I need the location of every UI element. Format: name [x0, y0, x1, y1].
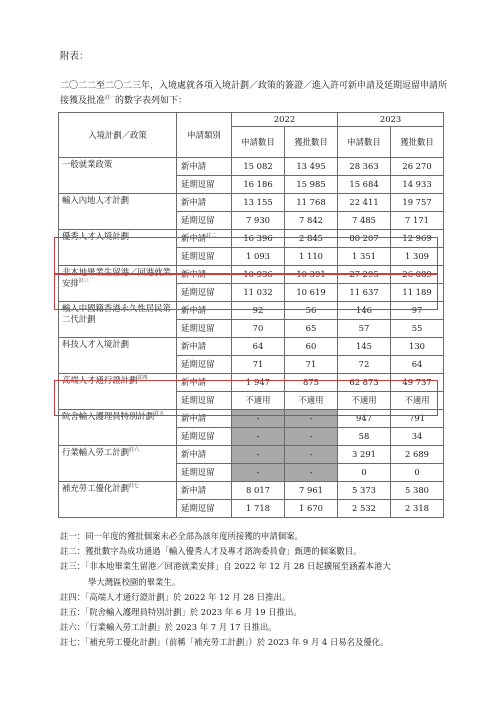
- value-cell: 7 930: [232, 212, 285, 230]
- value-cell: 27 295: [338, 266, 391, 284]
- value-cell: 2 318: [391, 500, 444, 518]
- application-type-label: 延期逗留: [181, 215, 215, 225]
- footnote: [60, 590, 460, 605]
- application-type-cell: [177, 482, 232, 500]
- application-type-label: 延期逗留: [181, 179, 215, 189]
- application-type-cell: [177, 320, 232, 338]
- value-cell: 875: [285, 374, 338, 392]
- value-cell: 不適用: [391, 392, 444, 410]
- value-cell: 13 155: [232, 194, 285, 212]
- intro-note-mark: 註一: [105, 95, 116, 101]
- value-cell: 1 110: [285, 248, 338, 266]
- header-approved-2023: 獲批數目: [391, 127, 444, 158]
- value-cell: 10 619: [285, 284, 338, 302]
- value-cell: 22 411: [338, 194, 391, 212]
- value-cell: 1 351: [338, 248, 391, 266]
- value-cell: 58: [338, 428, 391, 446]
- value-cell: 7 485: [338, 212, 391, 230]
- application-type-cell: [177, 446, 232, 464]
- value-cell: 60: [285, 338, 338, 356]
- footnote-label: 註三：: [60, 561, 86, 572]
- application-type-label: 延期逗留: [181, 395, 215, 405]
- value-cell: 15 082: [232, 158, 285, 176]
- application-type-label: 新申請: [181, 449, 207, 459]
- value-cell: 130: [391, 338, 444, 356]
- category-note-mark: 註五: [154, 411, 165, 418]
- value-cell: 57: [338, 320, 391, 338]
- value-cell: 10 391: [285, 266, 338, 284]
- value-cell: -: [232, 446, 285, 464]
- header-type: 申請類別: [177, 113, 232, 158]
- value-cell: 80 207: [338, 230, 391, 248]
- value-cell: 11 637: [338, 284, 391, 302]
- footnote-text: 「非本地畢業生留港／回港就業安排」自 2022 年 12 月 28 日起擴展至涵蓋本港大: [85, 561, 391, 572]
- highlight-box-talent-admission: [54, 237, 438, 274]
- category-cell: [59, 338, 177, 374]
- category-cell: [59, 194, 177, 230]
- value-cell: 7 842: [285, 212, 338, 230]
- footnote-text: 學大灣區校園的畢業生。: [88, 576, 181, 587]
- value-cell: 7 171: [391, 212, 444, 230]
- value-cell: 7 961: [285, 482, 338, 500]
- footnote-label: 註二：: [60, 546, 86, 557]
- value-cell: 26 270: [391, 158, 444, 176]
- category-label: 高端人才通行證計劃: [62, 375, 138, 385]
- category-cell: [59, 482, 177, 518]
- table-row: [59, 482, 444, 500]
- footnote-label: 註四：: [60, 591, 86, 602]
- value-cell: 2 845: [285, 230, 338, 248]
- value-cell: 56: [285, 302, 338, 320]
- value-cell: 64: [232, 338, 285, 356]
- category-label: 補充勞工優化計劃: [62, 483, 129, 493]
- application-type-label: 新申請: [181, 485, 207, 495]
- intro-text-end: 的數字表列如下：: [115, 96, 188, 106]
- footnote-label: 註五：: [60, 607, 86, 618]
- value-cell: 15 985: [285, 176, 338, 194]
- value-cell: 145: [338, 338, 391, 356]
- application-type-label: 新申請: [181, 341, 207, 351]
- value-cell: 0: [338, 464, 391, 482]
- value-cell: -: [285, 410, 338, 428]
- value-cell: 34: [391, 428, 444, 446]
- value-cell: 5 380: [391, 482, 444, 500]
- value-cell: 1 718: [232, 500, 285, 518]
- application-type-cell: [177, 194, 232, 212]
- category-label: 輸入中國籍香港永久性居民第二代計劃: [62, 303, 171, 324]
- value-cell: 8 017: [232, 482, 285, 500]
- footnote-text: 同一年度的獲批個案未必全部為該年度所接獲的申請個案。: [85, 531, 303, 541]
- value-cell: 28 363: [338, 158, 391, 176]
- intro-text: 二〇二二至二〇二三年，入境處就各項入境計劃／政策的簽證／進入許可新申請及延期逗留申請所接獲及批准: [60, 81, 448, 106]
- value-cell: 3 291: [338, 446, 391, 464]
- value-cell: -: [232, 428, 285, 446]
- footnote-text: 「高端人才通行證計劃」於 2022 年 12 月 28 日推出。: [85, 591, 291, 602]
- category-label: 科技人才入境計劃: [62, 339, 129, 349]
- value-cell: 11 189: [391, 284, 444, 302]
- value-cell: 11 032: [232, 284, 285, 302]
- category-cell: [59, 446, 177, 482]
- application-type-label: 新申請: [181, 197, 207, 207]
- value-cell: 13 495: [285, 158, 338, 176]
- footnotes: [60, 529, 460, 651]
- category-cell: [59, 158, 177, 194]
- application-type-cell: [177, 428, 232, 446]
- value-cell: 不適用: [285, 392, 338, 410]
- table-row: [59, 446, 444, 464]
- footnote-text: 「院舍輸入護理員特別計劃」於 2023 年 6 月 19 日推出。: [85, 607, 302, 618]
- application-type-label: 延期逗留: [181, 431, 215, 441]
- value-cell: 791: [391, 410, 444, 428]
- category-label: 一般就業政策: [62, 159, 113, 169]
- header-year-2023: 2023: [338, 113, 444, 127]
- application-type-cell: [177, 176, 232, 194]
- application-type-label: 新申請: [181, 413, 207, 423]
- footnote: [60, 635, 460, 650]
- application-type-label: 新申請: [181, 377, 207, 387]
- value-cell: 49 737: [391, 374, 444, 392]
- table-row: [59, 158, 444, 176]
- footnote: [60, 529, 460, 544]
- category-note-mark: 註七: [129, 483, 140, 490]
- application-type-label: 延期逗留: [181, 467, 215, 477]
- value-cell: 2 689: [391, 446, 444, 464]
- table-row: [59, 338, 444, 356]
- value-cell: 5 373: [338, 482, 391, 500]
- value-cell: 不適用: [232, 392, 285, 410]
- highlight-box-graduates: [54, 274, 438, 310]
- value-cell: 97: [391, 302, 444, 320]
- header-received-2022: 申請數目: [232, 127, 285, 158]
- application-type-label: 新申請: [181, 269, 207, 279]
- value-cell: 19 757: [391, 194, 444, 212]
- highlight-box-top-talent-pass: [54, 380, 438, 416]
- footnote-label: 註一：: [60, 531, 86, 541]
- application-type-cell: [177, 212, 232, 230]
- value-cell: 71: [232, 356, 285, 374]
- value-cell: 65: [285, 320, 338, 338]
- value-cell: 16 396: [232, 230, 285, 248]
- footnote-label: 註六：: [60, 622, 86, 633]
- value-cell: 0: [391, 464, 444, 482]
- value-cell: 1 093: [232, 248, 285, 266]
- application-type-label: 新申請: [181, 161, 207, 171]
- header-received-2023: 申請數目: [338, 127, 391, 158]
- value-cell: -: [285, 428, 338, 446]
- value-cell: 15 684: [338, 176, 391, 194]
- category-label: 優秀人才入境計劃: [62, 231, 129, 241]
- value-cell: -: [285, 464, 338, 482]
- value-cell: -: [285, 446, 338, 464]
- value-cell: 55: [391, 320, 444, 338]
- value-cell: 947: [338, 410, 391, 428]
- application-type-cell: [177, 338, 232, 356]
- footnote: [60, 559, 460, 574]
- category-label: 非本地畢業生留港／回港就業安排: [62, 267, 171, 288]
- header-category: 入境計劃／政策: [59, 113, 177, 158]
- category-note-mark: 註三: [78, 278, 89, 285]
- footnote: [60, 620, 460, 635]
- value-cell: 2 532: [338, 500, 391, 518]
- header-approved-2022: 獲批數目: [285, 127, 338, 158]
- footnote: [60, 575, 460, 590]
- value-cell: 14 933: [391, 176, 444, 194]
- application-type-cell: [177, 500, 232, 518]
- header-year-2022: 2022: [232, 113, 338, 127]
- value-cell: 11 768: [285, 194, 338, 212]
- application-type-label: 延期逗留: [181, 359, 215, 369]
- intro-paragraph: [60, 79, 455, 109]
- value-cell: -: [232, 464, 285, 482]
- application-type-label: 延期逗留: [181, 503, 215, 513]
- category-note-mark: 註六: [129, 447, 140, 454]
- category-label: 行業輸入勞工計劃: [62, 447, 129, 457]
- category-label: 輸入內地人才計劃: [62, 195, 129, 205]
- value-cell: 1 670: [285, 500, 338, 518]
- application-type-cell: [177, 356, 232, 374]
- value-cell: 71: [285, 356, 338, 374]
- value-cell: 64: [391, 356, 444, 374]
- application-type-cell: [177, 158, 232, 176]
- footnote-text: 「補充勞工優化計劃」（前稱「補充勞工計劃」）於 2023 年 9 月 4 日易名及優化。: [85, 637, 389, 648]
- application-type-label: 延期逗留: [181, 323, 215, 333]
- application-type-label: 新申請: [181, 233, 207, 243]
- table-body: [59, 158, 444, 518]
- value-cell: 92: [232, 302, 285, 320]
- value-cell: 70: [232, 320, 285, 338]
- appendix-heading: 附表：: [60, 51, 89, 62]
- value-cell: 1 309: [391, 248, 444, 266]
- application-type-label: 延期逗留: [181, 287, 215, 297]
- value-cell: 1 947: [232, 374, 285, 392]
- footnote: [60, 544, 460, 559]
- value-cell: 62 873: [338, 374, 391, 392]
- category-note-mark: 註四: [137, 375, 148, 382]
- application-type-label: 延期逗留: [181, 251, 215, 261]
- footnote: [60, 605, 460, 620]
- application-type-cell: [177, 464, 232, 482]
- application-type-label: 新申請: [181, 305, 207, 315]
- value-cell: -: [232, 410, 285, 428]
- value-cell: 不適用: [338, 392, 391, 410]
- value-cell: 146: [338, 302, 391, 320]
- footnote-text: 獲批數字為成功通過「輸入優秀人才及專才諮詢委員會」甄選的個案數目。: [85, 546, 362, 557]
- value-cell: 16 186: [232, 176, 285, 194]
- value-cell: 72: [338, 356, 391, 374]
- footnote-label: 註七：: [60, 637, 86, 648]
- table-row: [59, 194, 444, 212]
- footnote-text: 「行業輸入勞工計劃」於 2023 年 7 月 17 日推出。: [85, 622, 277, 633]
- type-note-mark: 註二: [206, 233, 217, 240]
- value-cell: 10 936: [232, 266, 285, 284]
- value-cell: 12 969: [391, 230, 444, 248]
- category-label: 院舍輸入護理員特別計劃: [62, 411, 155, 421]
- value-cell: 26 089: [391, 266, 444, 284]
- statistics-table: [58, 112, 444, 518]
